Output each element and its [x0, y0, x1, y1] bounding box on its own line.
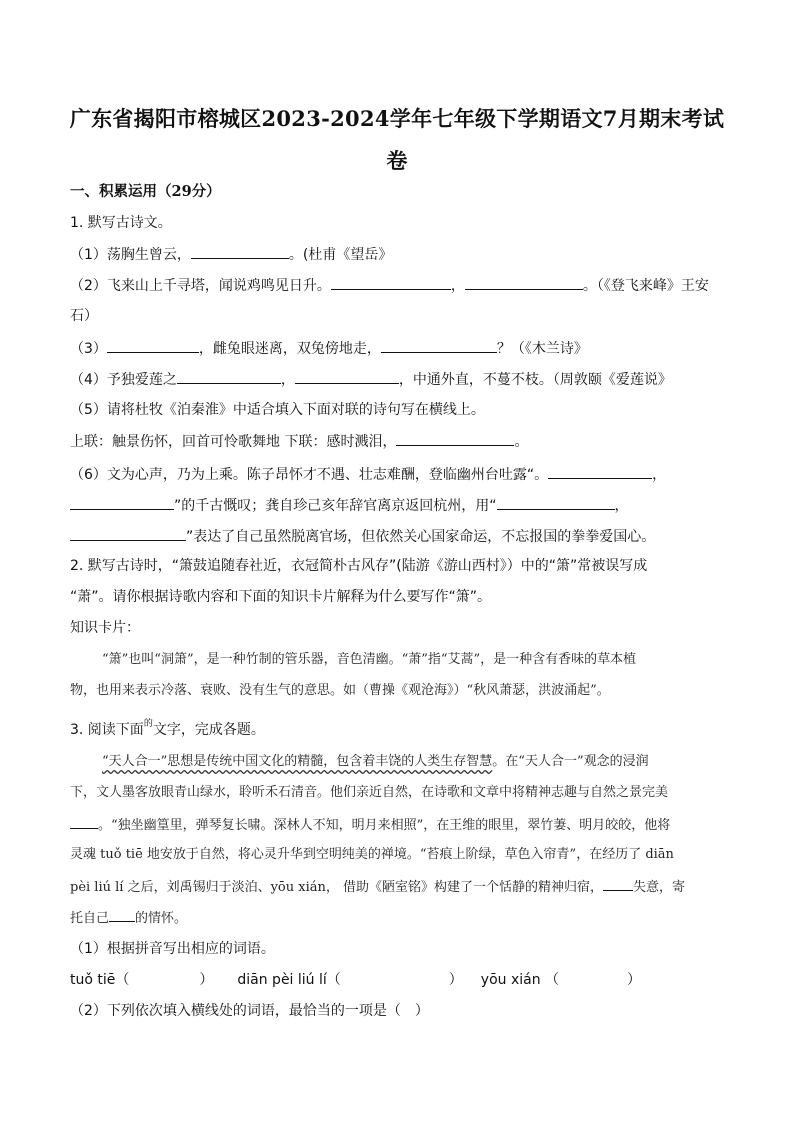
answer-blank[interactable] [396, 431, 514, 446]
q1-item-2-cont: 石） [70, 308, 98, 324]
q1-6-text-e: ”表达了自己虽然脱离官场，但依然关心国家命运，不忘报国的拳拳爱国心。 [186, 529, 656, 545]
pinyin-3: yōu xián （ [480, 972, 560, 988]
passage-line-1-rest: 。在“天人合一”观念的浸润 [492, 754, 649, 769]
q1-2-text-b: ， [450, 278, 465, 294]
title-line-1: 广东省揭阳市榕城区2023-2024学年七年级下学期语文7月期末考试 [69, 106, 725, 131]
q1-4-text-b: ， [280, 372, 295, 388]
q1-item-6-cont [70, 495, 730, 516]
q1-item-4 [70, 369, 730, 390]
q1-item-5: （5）请将杜牧《泊秦淮》中适合填入下面对联的诗句写在横线上。 [70, 402, 485, 418]
pinyin-1: tuǒ tiē（ [70, 972, 130, 988]
title-line-2: 卷 [386, 148, 408, 173]
passage-line-5-a: pèi liú lí 之后，刘禹锡归于淡泊、yōu xián， 借助《陋室铭》构建了一个恬静的精神归宿， [70, 880, 603, 895]
passage-line-3 [70, 814, 730, 836]
q1-2-text-c: 。（《登飞来峰》王安 [582, 278, 709, 294]
answer-blank[interactable] [70, 814, 98, 829]
answer-blank[interactable] [70, 495, 174, 510]
q1-3-text-b: ，雌兔眼迷离，双兔傍地走， [198, 341, 381, 357]
q1-item-6-cont2 [70, 526, 730, 547]
couplet-text: 上联：触景伤怀，回首可怜歌舞地 下联：感时溅泪， [70, 434, 397, 450]
passage-line-3-text: 。“独坐幽篁里，弹琴复长啸。深林人不知，明月来相照”，在王维的眼里，翠竹萋、明月皎皎，他将 [98, 818, 671, 833]
q3-stem-sup: 的 [143, 719, 153, 729]
knowledge-card-label: 知识卡片： [70, 620, 140, 636]
q1-1-text-b: 。(杜甫《望岳》 [288, 247, 393, 263]
q3-stem-b: 文字，完成各题。 [152, 722, 265, 738]
q1-2-text-a: （2）飞来山上千寻塔，闻说鸡鸣见日升。 [70, 278, 331, 294]
q3-sub-2: （2）下列依次填入横线处的词语，最恰当的一项是（ ） [70, 1003, 429, 1019]
q1-6-text-a: （6）文为心声，乃为上乘。陈子昂怀才不遇、壮志难酬，登临幽州台吐露“。 [70, 467, 549, 483]
q3-sub-1: （1）根据拼音写出相应的词语。 [70, 941, 275, 957]
answer-blank[interactable] [331, 275, 451, 290]
q1-couplet [70, 431, 730, 452]
answer-blank[interactable] [107, 338, 199, 353]
q1-3-text-a: （3） [70, 341, 107, 357]
passage-line-6-a: 托自己 [70, 911, 110, 926]
q1-1-text-a: （1）荡胸生曾云， [70, 247, 191, 263]
passage-line-6 [70, 907, 730, 929]
answer-blank[interactable] [109, 907, 135, 922]
q1-3-text-c: ？（《木兰诗》 [496, 341, 588, 357]
q1-6-text-c: ”的千古慨叹；龚自珍己亥年辞官离京返回杭州，用“ [174, 498, 497, 514]
passage-line-6-b: 的情怀。 [135, 911, 188, 926]
q1-item-2 [70, 275, 730, 296]
pinyin-2-end: ） [448, 972, 463, 988]
pinyin-3-end: ） [627, 972, 642, 988]
q1-6-text-b: ， [652, 467, 667, 483]
pinyin-2: diān pèi liú lí（ [237, 972, 341, 988]
answer-blank[interactable] [548, 464, 652, 479]
pinyin-1-end: ） [199, 972, 214, 988]
answer-blank[interactable] [465, 275, 583, 290]
answer-blank[interactable] [295, 369, 399, 384]
answer-blank[interactable] [191, 244, 289, 259]
couplet-end: 。 [514, 434, 529, 450]
q3-stem [70, 720, 730, 742]
q3-stem-a: 3. 阅读下面 [70, 722, 144, 738]
knowledge-card-line-2: 物，也用来表示冷落、衰败、没有生气的意思。如（曹操《观沧海》）“秋风萧瑟，洪波涌起”。 [70, 683, 610, 698]
page-title [60, 98, 734, 182]
knowledge-card-line-1: “箫”也叫“洞箫”，是一种竹制的管乐器，音色清幽。“萧”指“艾蒿”，是一种含有香味的草本植 [102, 652, 637, 667]
q1-4-text-a: （4）予独爱莲之 [70, 372, 177, 388]
passage-line-1 [102, 752, 762, 772]
q1-item-1 [70, 244, 730, 265]
passage-line-5-b: 失意，寄 [633, 880, 686, 895]
passage-line-2: 下，文人墨客放眼青山绿水，聆听禾石清音。他们亲近自然，在诗歌和文章中将精神志趣与自然之景完美 [70, 785, 669, 800]
wavy-underlined-sentence: “天人合一”思想是传统中国文化的精髓，包含着丰饶的人类生存智慧 [102, 754, 493, 769]
q1-stem: 1. 默写古诗文。 [70, 215, 172, 231]
passage-line-5 [70, 876, 730, 898]
section-heading: 一、积累运用（29分） [70, 183, 221, 200]
answer-blank[interactable] [603, 876, 633, 891]
q1-6-text-d: ， [614, 498, 629, 514]
q1-4-text-c: ，中通外直，不蔓不枝。（周敦颐《爱莲说》 [398, 372, 672, 388]
answer-blank[interactable] [70, 526, 186, 541]
answer-blank[interactable] [497, 495, 615, 510]
q1-item-6 [70, 464, 730, 485]
pinyin-row [70, 970, 730, 990]
q2-stem-1: 2. 默写古诗时，“箫鼓追随春社近，衣冠简朴古风存”(陆游《游山西村》）中的“箫”常被误写成 [70, 558, 648, 574]
answer-blank[interactable] [177, 369, 281, 384]
answer-blank[interactable] [381, 338, 497, 353]
passage-line-4: 灵魂 tuǒ tiē 地安放于自然，将心灵升华到空明纯美的禅境。“苔痕上阶绿，草色入帘青”，在经历了 diān [70, 847, 674, 862]
q1-item-3 [70, 338, 730, 359]
q2-stem-2: “萧”。请你根据诗歌内容和下面的知识卡片解释为什么要写作“箫”。 [70, 589, 492, 605]
